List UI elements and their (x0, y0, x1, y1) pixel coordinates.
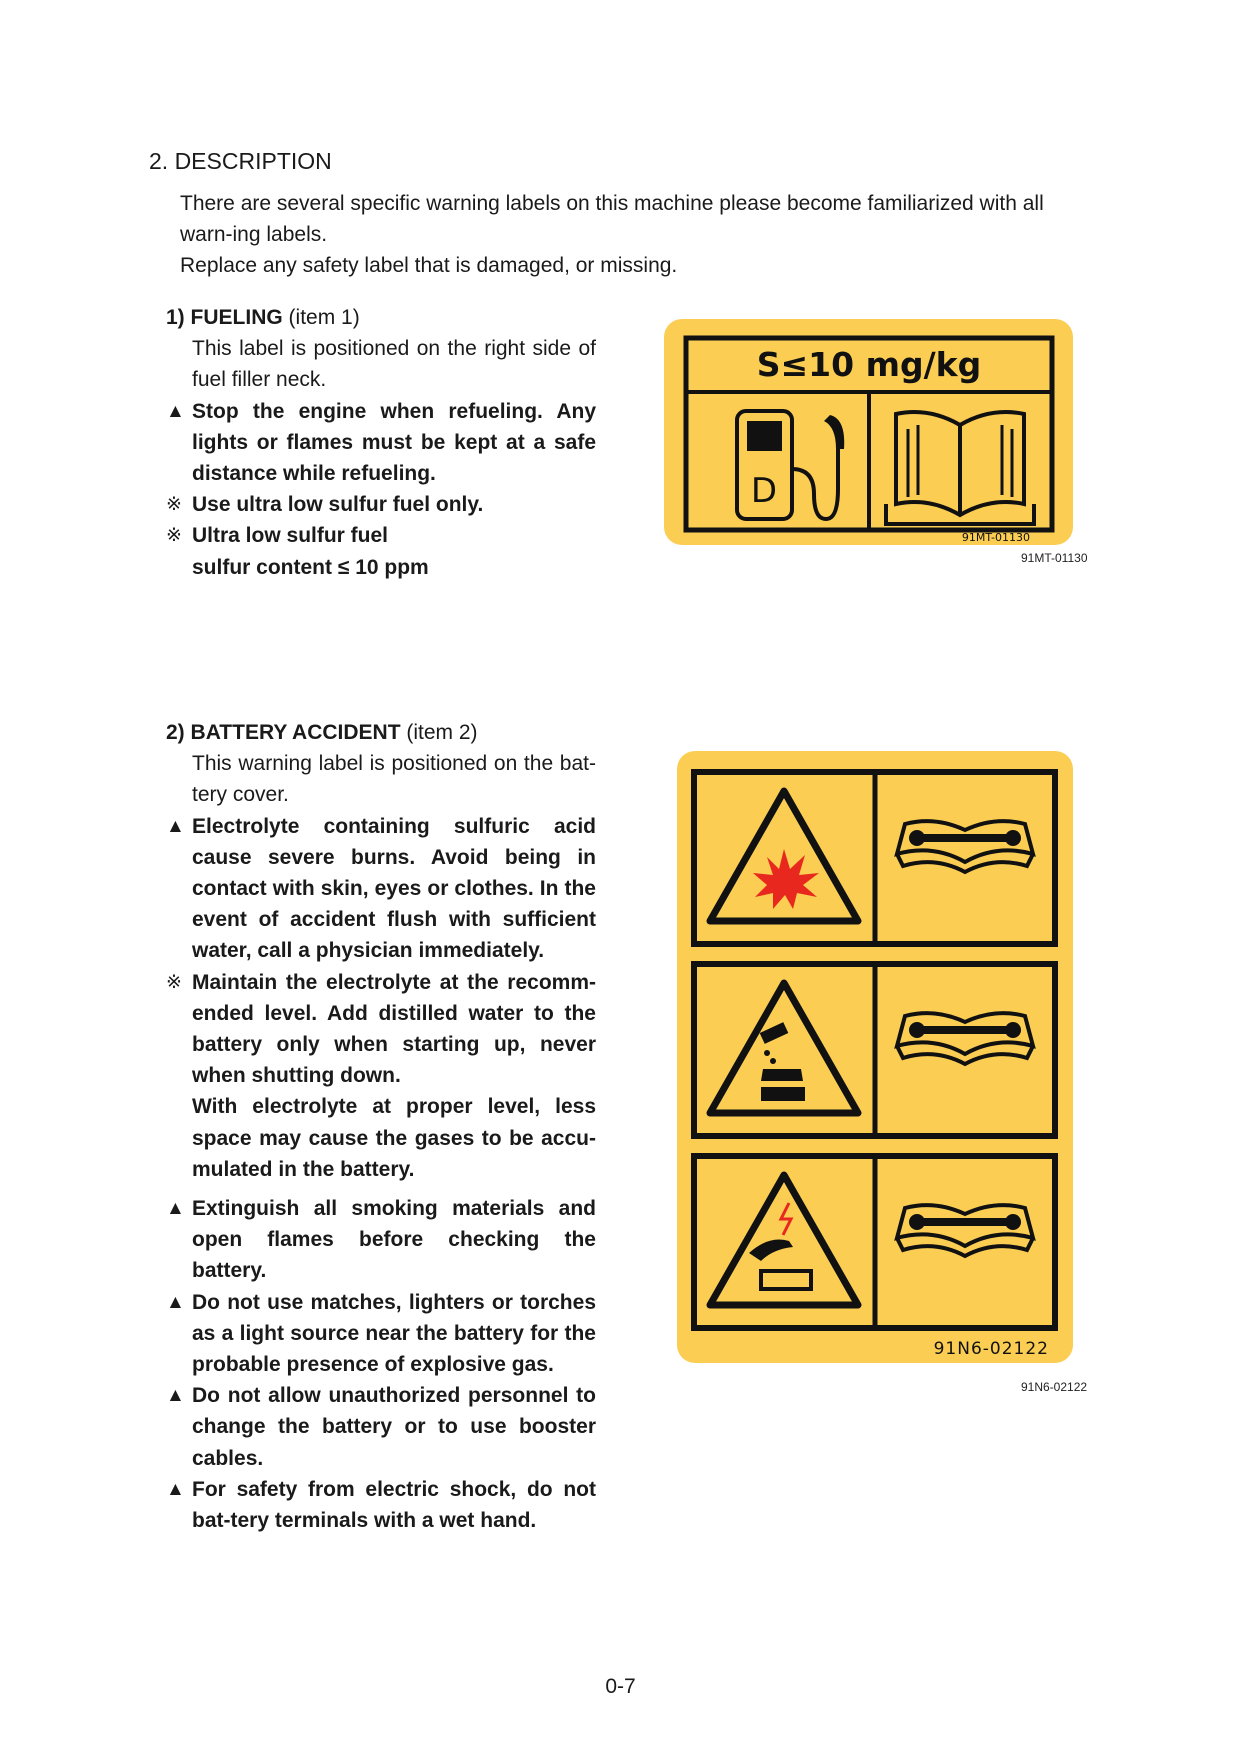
intro-paragraph: Replace any safety label that is damaged, or missing. (180, 254, 678, 277)
warning-text: For safety from electric shock, do not bat-tery terminals with a wet hand. (192, 1477, 596, 1533)
section-item-ref: (item 2) (406, 721, 478, 744)
warning-item (166, 1193, 596, 1287)
warning-text: Stop the engine when refueling. Any lights or flames must be kept at a safe distance while refueling. (192, 399, 596, 486)
svg-text:D: D (750, 471, 778, 511)
note-item (166, 520, 596, 551)
battery-section (166, 717, 596, 1536)
intro-text (180, 188, 1095, 281)
note-item (166, 967, 596, 1092)
battery-label-caption: 91N6-02122 (1021, 1380, 1088, 1394)
fueling-label-graphic (664, 319, 1073, 545)
battery-warning-label (677, 751, 1073, 1368)
note-continuation: sulfur content ≤ 10 ppm (192, 555, 429, 579)
note-icon: ※ (166, 494, 182, 516)
section-number: 1) (166, 306, 185, 329)
note-continuation: With electrolyte at proper level, less space may cause the gases to be accu-mulated in the battery. (192, 1095, 596, 1181)
note-text: Ultra low sulfur fuel (192, 524, 389, 548)
fueling-section (166, 302, 596, 583)
warning-text: Electrolyte containing sulfuric acid cause severe burns. Avoid being in contact with skin, eyes or clothes. In the event of accident flush with sufficient water, call a physician immediately. (192, 814, 596, 963)
warning-item (166, 811, 596, 967)
warning-icon: ▲ (166, 1385, 185, 1407)
warning-icon: ▲ (166, 1478, 185, 1500)
warning-text: Do not allow unauthorized personnel to change the battery or to use booster cables. (192, 1384, 596, 1470)
warning-item (166, 1474, 596, 1536)
sulfur-limit-text: S≤10 mg/kg (756, 345, 982, 384)
section-title: FUELING (190, 306, 283, 329)
warning-icon: ▲ (166, 1198, 185, 1220)
warning-text: Do not use matches, lighters or torches as a light source near the battery for the probable presence of explosive gas. (192, 1290, 596, 1377)
warning-text: Extinguish all smoking materials and open flames before checking the battery. (192, 1197, 596, 1283)
position-text: This label is positioned on the right side of fuel filler neck. (192, 337, 596, 392)
page-number: 0-7 (605, 1675, 636, 1698)
battery-label-graphic (677, 751, 1073, 1363)
section-item-ref: (item 1) (288, 306, 360, 329)
label-code: 91MT-01130 (961, 531, 1030, 544)
warning-icon: ▲ (166, 1291, 185, 1313)
note-icon: ※ (166, 971, 182, 993)
note-text: Maintain the electrolyte at the recomm-ended level. Add distilled water to the battery only when starting up, never when shutting down. (192, 970, 596, 1088)
fueling-title (166, 302, 596, 333)
warning-icon: ▲ (166, 815, 185, 837)
warning-icon: ▲ (166, 400, 185, 422)
position-text: This warning label is positioned on the bat-tery cover. (192, 752, 596, 807)
warning-item (166, 1287, 596, 1381)
note-text: Use ultra low sulfur fuel only. (192, 493, 484, 517)
battery-title (166, 717, 596, 748)
fueling-warning-label (664, 319, 1073, 550)
label-code: 91N6-02122 (933, 1339, 1049, 1359)
note-item (166, 489, 596, 520)
intro-paragraph: There are several specific warning labels on this machine please become familiarized with all warn-ing labels. (180, 192, 1044, 246)
section-title: BATTERY ACCIDENT (190, 721, 401, 744)
section-heading: 2. DESCRIPTION (149, 148, 332, 174)
warning-item (166, 396, 596, 490)
note-icon: ※ (166, 525, 182, 547)
fueling-label-caption: 91MT-01130 (1021, 551, 1088, 565)
section-number: 2) (166, 721, 185, 744)
warning-item (166, 1380, 596, 1474)
